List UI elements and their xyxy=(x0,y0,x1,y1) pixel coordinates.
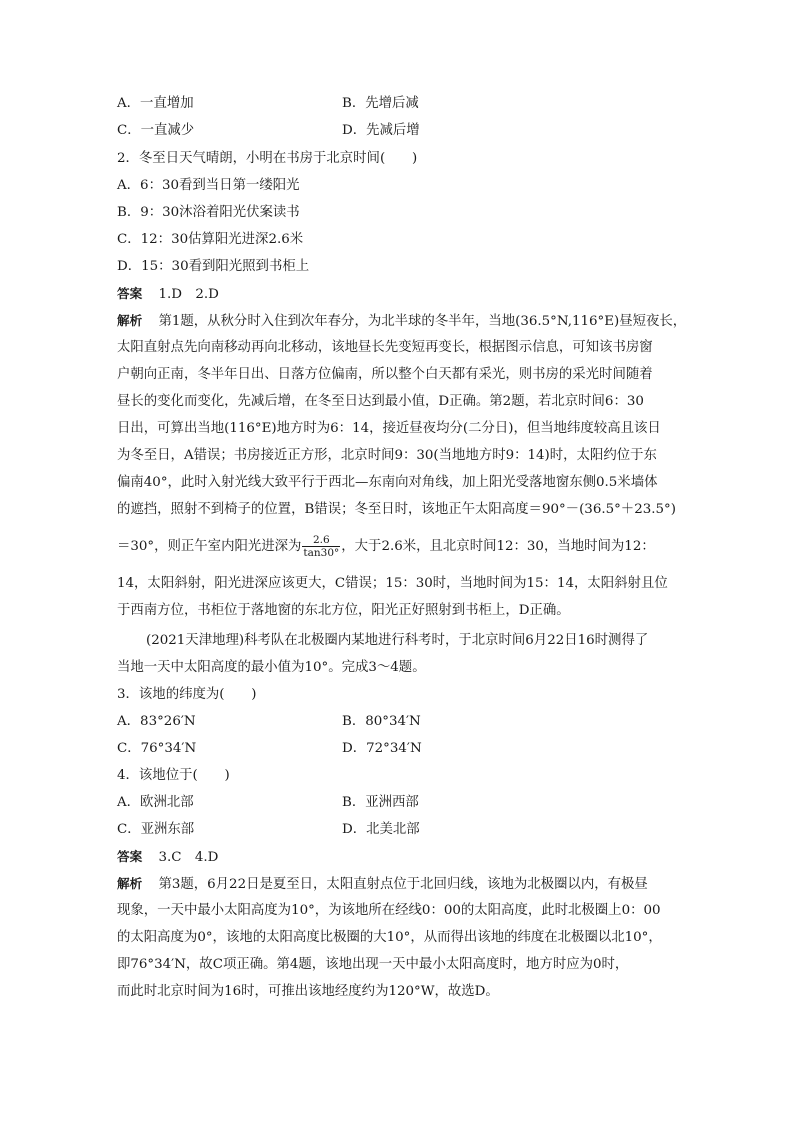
q3-option-d: D．72°34′N xyxy=(342,741,422,756)
answer-label: 答案 xyxy=(117,849,143,864)
q4-option-c: C．亚洲东部 xyxy=(117,822,195,837)
intro-2-line-1: (2021天津地理)科考队在北极圈内某地进行科考时，于北京时间6月22日16时测得了 xyxy=(146,633,649,648)
analysis-1-line-11: 于西南方位，书柜位于落地窗的东北方位，阳光正好照射到书柜上，D正确。 xyxy=(117,603,570,618)
intro-2-line-2: 当地一天中太阳高度的最小值为10°。完成3～4题。 xyxy=(117,660,426,675)
analysis-label: 解析 xyxy=(117,876,143,891)
q1-option-a: A．一直增加 xyxy=(117,96,194,111)
analysis-1-line-6: 为冬至日，A错误；书房接近正方形，北京时间9：30(当地地方时9：14)时，太阳约位于东 xyxy=(117,448,657,463)
q4-stem: 4．该地位于( ) xyxy=(117,768,230,783)
analysis-2-line-1: 解析 第3题，6月22日是夏至日，太阳直射点位于北回归线，该地为北极圈以内，有极昼 xyxy=(117,876,648,892)
analysis-2-line-5: 而此时北京时间为16时，可推出该地经度约为120°W，故选D。 xyxy=(117,984,499,999)
q4-option-d: D．北美北部 xyxy=(342,822,420,837)
q1-option-c: C．一直减少 xyxy=(117,123,195,138)
fraction-numerator: 2.6 xyxy=(302,534,340,547)
analysis-2-line-4: 即76°34′N，故C项正确。第4题，该地出现一天中最小太阳高度时，地方时应为0时， xyxy=(117,957,629,972)
q4-option-b: B．亚洲西部 xyxy=(342,795,419,810)
answer-block-1 xyxy=(117,285,219,304)
q3-option-b: B．80°34′N xyxy=(342,714,421,729)
analysis-1-line-9: ＝30°，则正午室内阳光进深为 $\frac{2.6}{\tan 30^\circ}$ ，大于2.6米，且北京时间12：30，当地时间为12： xyxy=(117,534,655,559)
analysis-1-line-4: 昼长的变化而变化，先减后增，在冬至日达到最小值，D正确。第2题，若北京时间6：30 xyxy=(117,394,644,409)
q1-option-b: B．先增后减 xyxy=(342,96,419,111)
fraction xyxy=(302,534,340,559)
q2-option-b: B．9：30沐浴着阳光伏案读书 xyxy=(117,205,300,220)
analysis-2-line-2: 现象，一天中最小太阳高度为10°，为该地所在经线0：00的太阳高度，此时北极圈上0：00 xyxy=(117,903,661,918)
analysis-1-line-10: 14，太阳斜射，阳光进深应该更大，C错误；15：30时，当地时间为15：14，太阳斜射且位 xyxy=(117,576,668,591)
answer-block-2 xyxy=(117,848,218,867)
q2-option-a: A．6：30看到当日第一缕阳光 xyxy=(117,178,300,193)
fraction-denominator: tan30° xyxy=(303,547,340,559)
q4-option-a: A．欧洲北部 xyxy=(117,795,194,810)
q2-option-c: C．12：30估算阳光进深2.6米 xyxy=(117,232,304,247)
q3-option-c: C．76°34′N xyxy=(117,741,197,756)
answer-value: 1.D 2.D xyxy=(158,287,219,302)
q2-stem: 2．冬至日天气晴朗，小明在书房于北京时间( ) xyxy=(117,151,418,166)
analysis-1-line-7: 偏南40°，此时入射光线大致平行于西北—东南向对角线，加上阳光受落地窗东侧0.5米墙体 xyxy=(117,475,658,490)
analysis-label: 解析 xyxy=(117,313,143,328)
analysis-1-line-2: 太阳直射点先向南移动再向北移动，该地昼长先变短再变长，根据图示信息，可知该书房窗 xyxy=(117,340,653,355)
answer-label: 答案 xyxy=(117,286,143,301)
q1-option-d: D．先减后增 xyxy=(342,123,420,138)
analysis-1-line-1: 解析 第1题，从秋分时入住到次年春分，为北半球的冬半年，当地(36.5°N,116°E)昼短夜长， xyxy=(117,313,687,329)
analysis-1-line-5: 日出，可算出当地(116°E)地方时为6：14，接近昼夜均分(二分日)，但当地纬度较高且该日 xyxy=(117,421,661,436)
q2-option-d: D．15：30看到阳光照到书柜上 xyxy=(117,259,310,274)
analysis-1-line-3: 户朝向正南，冬半年日出、日落方位偏南，所以整个白天都有采光，则书房的采光时间随着 xyxy=(117,367,653,382)
q3-stem: 3．该地的纬度为( ) xyxy=(117,687,257,702)
analysis-2-line-3: 的太阳高度为0°，该地的太阳高度比极圈的大10°，从而得出该地的纬度在北极圈以北10°， xyxy=(117,930,662,945)
analysis-1-line-8: 的遮挡，照射不到椅子的位置，B错误；冬至日时，该地正午太阳高度＝90°－(36.5°＋23.5°) xyxy=(117,502,676,517)
q3-option-a: A．83°26′N xyxy=(117,714,196,729)
answer-value: 3.C 4.D xyxy=(158,850,219,865)
